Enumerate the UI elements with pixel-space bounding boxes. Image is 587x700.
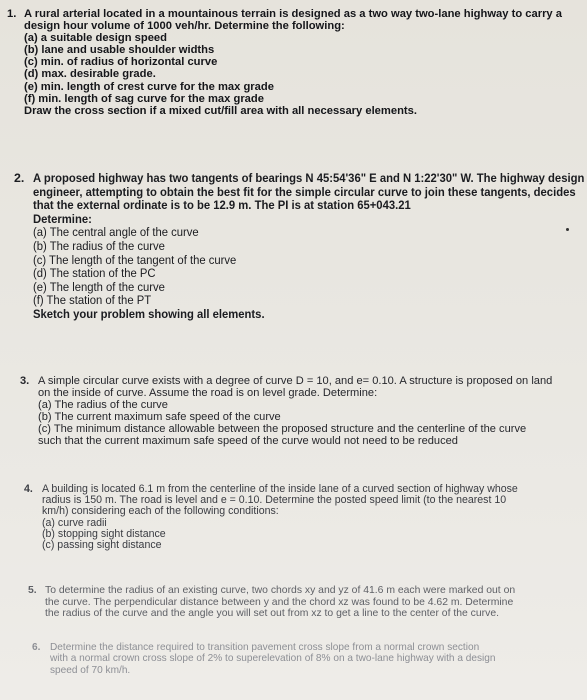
question-4 xyxy=(42,484,518,551)
question-1-line: design hour volume of 1000 veh/hr. Determine the following: xyxy=(24,20,345,33)
question-3 xyxy=(38,376,552,447)
question-3-line: (a) The radius of the curve xyxy=(38,398,168,411)
question-2-line: A proposed highway has two tangents of bearings N 45:54'36" E and N 1:22'30" W. The highway design xyxy=(33,171,585,185)
question-4-line: radius is 150 m. The road is level and e = 0.10. Determine the posted speed limit (to the nearest 10 xyxy=(42,494,507,507)
question-2-line: (c) The length of the tangent of the curve xyxy=(33,252,237,267)
question-3-line: on the inside of curve. Assume the road is on level grade. Determine: xyxy=(38,386,378,399)
question-6-line: speed of 70 km/h. xyxy=(50,664,131,676)
question-2-number: 2. xyxy=(14,171,25,185)
question-5-line: To determine the radius of an existing curve, two chords xy and yz of 41.6 m each were marked out on xyxy=(45,585,516,596)
question-1-line: (b) lane and usable shoulder widths xyxy=(24,44,215,57)
question-3-line: A simple circular curve exists with a degree of curve D = 10, and e= 0.10. A structure is proposed on land xyxy=(38,375,553,387)
question-1-number: 1. xyxy=(7,8,17,20)
question-5 xyxy=(45,585,515,620)
question-5-number: 5. xyxy=(28,585,37,596)
question-4-line: A building is located 6.1 m from the centerline of the inside lane of a curved section of highway whose xyxy=(42,483,518,495)
question-1 xyxy=(24,8,562,117)
question-1-line: Draw the cross section if a mixed cut/fill area with all necessary elements. xyxy=(24,104,417,117)
question-2-line: that the external ordinate is to be 12.9 m. The PI is at station 65+043.21 xyxy=(33,198,411,213)
question-1-line: (d) max. desirable grade. xyxy=(24,68,156,81)
question-3-line: (c) The minimum distance allowable between the proposed structure and the centerline of the curve xyxy=(38,422,527,435)
question-3-number: 3. xyxy=(20,375,30,387)
question-2-line: (d) The station of the PC xyxy=(33,266,156,281)
question-1-line: (e) min. length of crest curve for the max grade xyxy=(24,80,274,93)
question-5-line: the curve. The perpendicular distance between y and the chord xz was found to be 4.62 m. Determine xyxy=(45,596,514,608)
question-3-line: such that the current maximum safe speed of the curve would not need to be reduced xyxy=(38,434,458,447)
question-2-line: (e) The length of the curve xyxy=(33,279,165,294)
question-6 xyxy=(50,642,496,676)
question-6-line: Determine the distance required to transition pavement cross slope from a normal crown section xyxy=(50,642,480,653)
question-1-line: (f) min. length of sag curve for the max grade xyxy=(24,92,264,105)
question-4-line: (c) passing sight distance xyxy=(42,539,162,552)
question-2-line: Determine: xyxy=(33,211,92,226)
question-1-line: A rural arterial located in a mountainous terrain is designed as a two way two-lane highway to carry a xyxy=(24,8,562,20)
question-4-line: (a) curve radii xyxy=(42,516,107,529)
question-1-line: (c) min. of radius of horizontal curve xyxy=(24,56,218,69)
question-6-number: 6. xyxy=(32,642,41,653)
question-2-line: (f) The station of the PT xyxy=(33,293,152,308)
ink-dot-mark xyxy=(566,228,569,231)
question-5-line: the radius of the curve and the angle you will set out from xz to get a line to the center of the curve. xyxy=(45,608,499,619)
question-2-line: Sketch your problem showing all elements. xyxy=(33,306,265,321)
question-6-line: with a normal crown cross slope of 2% to superelevation of 8% on a two-lane highway with a design xyxy=(50,653,496,665)
question-3-line: (b) The current maximum safe speed of the curve xyxy=(38,410,281,423)
question-2-line: engineer, attempting to obtain the best fit for the simple circular curve to join these tangents, decides xyxy=(33,184,576,199)
question-2-line: (a) The central angle of the curve xyxy=(33,225,199,240)
question-4-line: (b) stopping sight distance xyxy=(42,527,166,540)
question-1-line: (a) a suitable design speed xyxy=(24,32,167,45)
question-4-line: km/h) considering each of the following conditions: xyxy=(42,505,279,518)
question-2-line: (b) The radius of the curve xyxy=(33,238,165,253)
question-4-number: 4. xyxy=(24,483,33,495)
question-2 xyxy=(33,172,587,322)
